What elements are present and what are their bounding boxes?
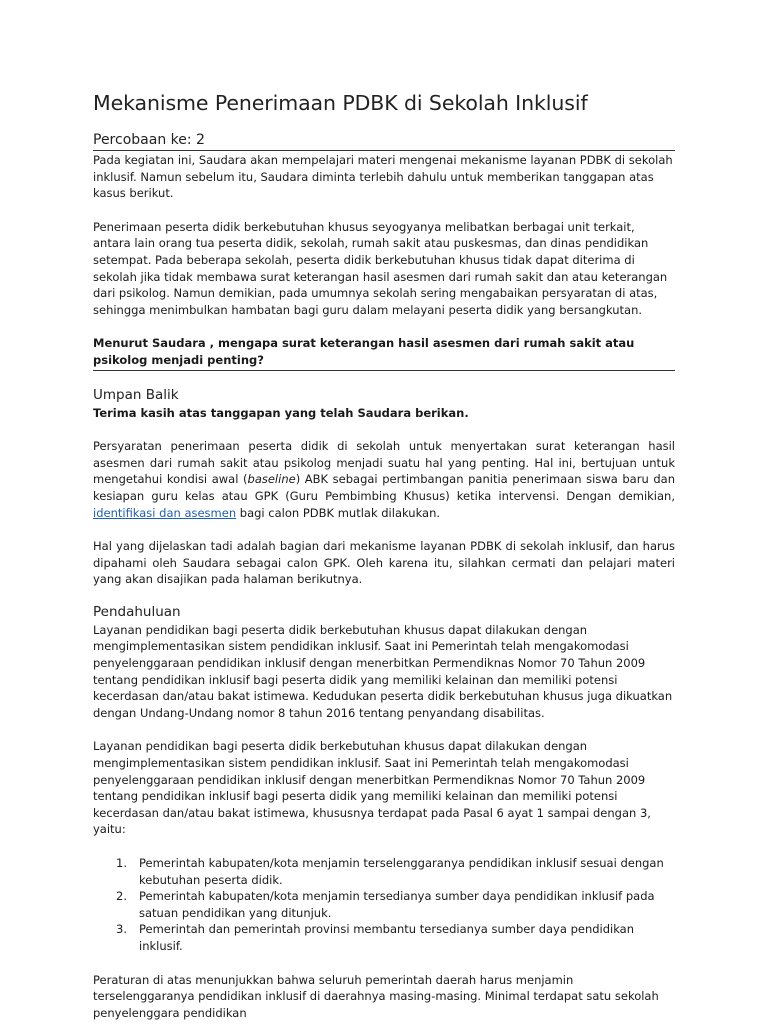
list-number: 1.	[116, 856, 127, 870]
list-text: Pemerintah kabupaten/kota menjamin tersedianya sumber daya pendidikan inklusif pada satuan pendidikan yang ditunjuk.	[139, 889, 655, 920]
feedback-paragraph-2: Hal yang dijelaskan tadi adalah bagian dari mekanisme layanan PDBK di sekolah inklusif, dan harus dipahami oleh Saudara sebagai calon GPK. Oleh karena itu, silahkan cermati dan pelajari materi yang akan disajikan pada halaman berikutnya.	[93, 539, 675, 587]
list-text: Pemerintah kabupaten/kota menjamin terselenggaranya pendidikan inklusif sesuai dengan kebutuhan peserta didik.	[139, 856, 664, 887]
feedback-p1-text-b: ) ABK sebagai pertimbangan panitia penerimaan siswa baru dan kesiapan guru kelas atau GPK (Guru Pembimbing Khusus) ketika intervensi. Dengan demikian,	[93, 472, 675, 503]
feedback-heading: Umpan Balik	[93, 386, 179, 403]
list-item	[93, 921, 675, 954]
attempt-label: Percobaan ke: 2	[93, 130, 675, 151]
pasal-list	[93, 855, 675, 955]
case-paragraph: Penerimaan peserta didik berkebutuhan khusus seyogyanya melibatkan berbagai unit terkait, antara lain orang tua peserta didik, sekolah, rumah sakit atau puskesmas, dan dinas pendidikan setempat. Pada beberapa sekolah, peserta didik berkebutuhan khusus tidak dapat diterima di sekolah jika tidak membawa surat keterangan hasil asesmen dari rumah sakit dan atau keterangan dari psikolog. Namun demikian, pada umumnya sekolah sering mengabaikan persyaratan di atas, sehingga menimbulkan hambatan bagi guru dalam melayani peserta didik yang bersangkutan.	[93, 219, 668, 317]
list-number: 3.	[116, 922, 127, 937]
pendahuluan-heading: Pendahuluan	[93, 603, 181, 620]
feedback-thanks: Terima kasih atas tanggapan yang telah Saudara berikan.	[93, 405, 469, 420]
list-item	[93, 855, 675, 888]
list-text: Pemerintah dan pemerintah provinsi membantu tersedianya sumber daya pendidikan inklusif.	[139, 922, 635, 953]
pendahuluan-paragraph-2: Layanan pendidikan bagi peserta didik berkebutuhan khusus dapat dilakukan dengan mengimplementasikan sistem pendidikan inklusif. Saat ini Pemerintah telah mengakomodasi penyelenggaraan pendidikan inklusif dengan menerbitkan Permendiknas Nomor 70 Tahun 2009 tentang pendidikan inklusif bagi peserta didik yang memiliki kelainan dan memiliki potensi kecerdasan dan/atau bakat istimewa, khususnya terdapat pada Pasal 6 ayat 1 sampai dengan 3, yaitu:	[93, 739, 651, 837]
pendahuluan-paragraph-3: Peraturan di atas menunjukkan bahwa seluruh pemerintah daerah harus menjamin terselenggaranya pendidikan inklusif di daerahnya masing-masing. Minimal terdapat satu sekolah penyelenggara pendidikan	[93, 972, 659, 1020]
page-title: Mekanisme Penerimaan PDBK di Sekolah Inklusif	[93, 91, 588, 115]
intro-paragraph: Pada kegiatan ini, Saudara akan mempelajari materi mengenai mekanisme layanan PDBK di sekolah inklusif. Namun sebelum itu, Saudara diminta terlebih dahulu untuk memberikan tanggapan atas kasus berikut.	[93, 153, 673, 201]
feedback-p1-italic: baseline	[247, 472, 296, 487]
list-item	[93, 888, 675, 921]
feedback-p1-text-c: bagi calon PDBK mutlak dilakukan.	[236, 505, 441, 520]
feedback-paragraph-1	[93, 438, 675, 521]
document-content	[93, 88, 675, 1021]
list-number: 2.	[116, 889, 127, 904]
pendahuluan-paragraph-1: Layanan pendidikan bagi peserta didik berkebutuhan khusus dapat dilakukan dengan mengimplementasikan sistem pendidikan inklusif. Saat ini Pemerintah telah mengakomodasi penyelenggaraan pendidikan inklusif dengan menerbitkan Permendiknas Nomor 70 Tahun 2009 tentang pendidikan inklusif bagi peserta didik yang memiliki kelainan dan memiliki potensi kecerdasan dan/atau bakat istimewa. Kedudukan peserta didik berkebutuhan khusus juga dikuatkan dengan Undang-Undang nomor 8 tahun 2016 tentang penyandang disabilitas.	[93, 622, 673, 720]
identifikasi-asesmen-link[interactable]: identifikasi dan asesmen	[93, 505, 237, 520]
question-text: Menurut Saudara , mengapa surat keterangan hasil asesmen dari rumah sakit atau psikolog menjadi penting?	[93, 335, 675, 370]
feedback-p1-text-a: Persyaratan penerimaan peserta didik di sekolah untuk menyertakan surat keterangan hasil asesmen dari rumah sakit atau psikolog menjadi suatu hal yang penting. Hal ini, bertujuan untuk mengetahui kondisi awal (	[93, 439, 675, 487]
